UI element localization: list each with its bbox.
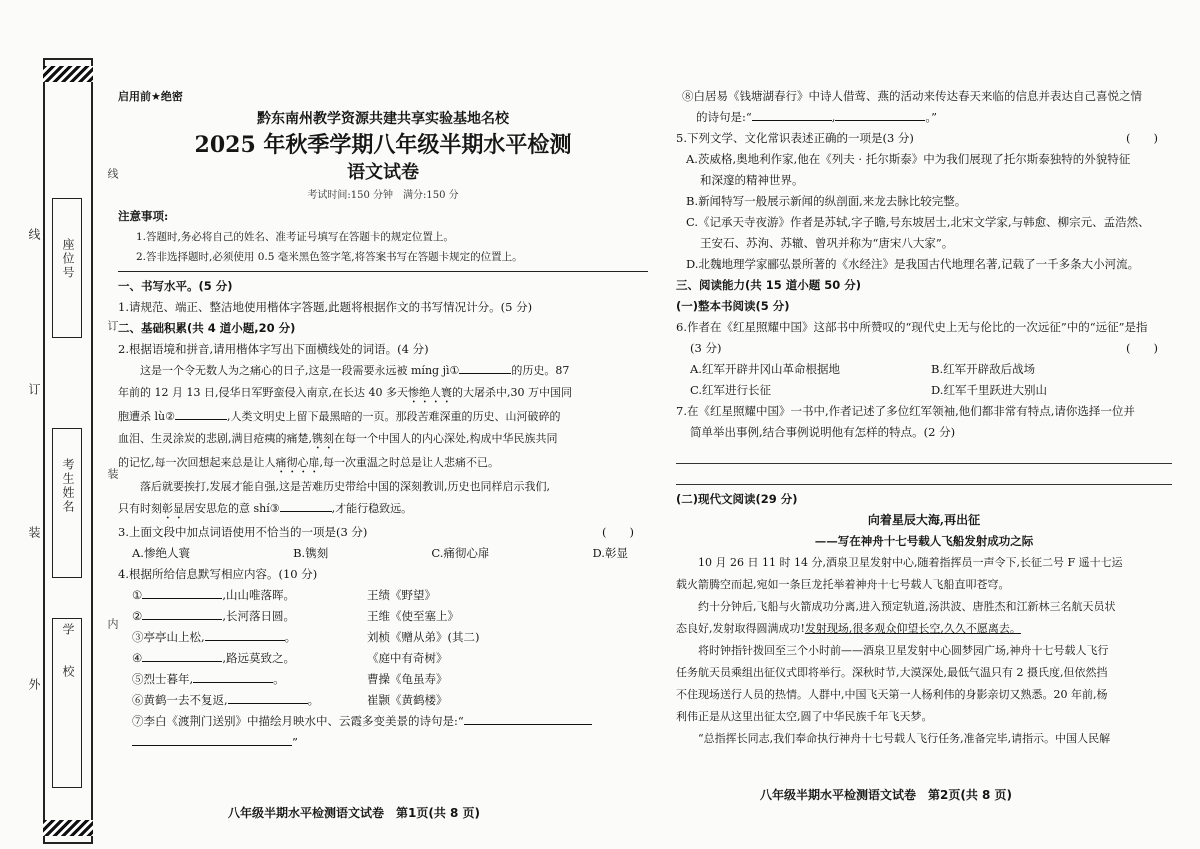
question-1: 1.请规范、端正、整洁地使用楷体字答题,此题将根据作文的书写情况计分。(5 分) — [118, 300, 533, 314]
option-b[interactable]: B.镌刻 — [293, 546, 329, 560]
passage-line: 落后就要挨打,发展才能自强,这是苦难历史带给中国的深刻教训,历史也同样启示我们, — [140, 480, 550, 493]
poem-prefix: ③亭亭山上松, — [132, 630, 205, 644]
answer-bracket[interactable]: ( ) — [1126, 131, 1158, 145]
poem-blank[interactable] — [193, 669, 273, 683]
passage-text: ,才能行稳致远。 — [331, 502, 413, 515]
poem-blank[interactable] — [142, 606, 222, 620]
zhuang-mark: 装 — [27, 526, 41, 540]
exam-title: 2025 年秋季学期八年级半期水平检测 — [194, 132, 572, 158]
subsection-1-heading: (一)整本书阅读(5 分) — [676, 299, 790, 313]
passage-text: 年前的 12 月 13 日,侵华日军野蛮侵入南京,在长达 40 多天 — [118, 386, 408, 399]
poem-source: 王绩《野望》 — [367, 588, 436, 602]
exam-info: 考试时间:150 分钟 满分:150 分 — [307, 190, 459, 201]
passage-text: 在每一个中国人的内心深处,构成中华民族共同 — [334, 432, 558, 445]
page-2 — [676, 86, 1172, 750]
question-6-cont — [676, 338, 1172, 359]
poem-row — [118, 690, 648, 711]
question-3-options — [118, 543, 648, 564]
page-1-footer: 八年级半期水平检测语文试卷 第1页(共 8 页) — [228, 806, 481, 820]
poem-8-comma: , — [831, 110, 836, 124]
question-5-text: 5.下列文学、文化常识表述正确的一项是(3 分) — [676, 131, 914, 145]
note-item: 1.答题时,务必将自己的姓名、准考证号填写在答题卡的规定位置上。 — [136, 231, 454, 243]
poem-blank[interactable] — [228, 690, 308, 704]
option-a[interactable]: A.惨绝人寰 — [132, 546, 190, 560]
dotted-word-c: 痛彻心扉 — [275, 456, 320, 469]
option-b[interactable]: B.红军开辟敌后战场 — [931, 362, 1036, 376]
poem-7-close: ” — [292, 735, 298, 749]
school-label: 学 校 — [61, 623, 75, 679]
poem-prefix: ① — [132, 588, 143, 602]
article-line: 将时钟指针拨回至三个小时前——酒泉卫星发射中心圆梦园广场,神舟十七号载人飞行 — [698, 644, 1109, 657]
question-6-score: (3 分) — [690, 341, 722, 355]
poem-blank[interactable] — [835, 107, 925, 121]
poem-8-close: 。” — [925, 110, 938, 124]
inner-nei-mark: 内 — [106, 618, 119, 629]
dotted-word-d: 彰显 — [162, 502, 184, 515]
poem-item-7 — [118, 711, 648, 732]
article-line: 利伟正是从这里出征太空,圆了中华民族千年飞天梦。 — [676, 710, 933, 723]
option-c[interactable]: C.《记承天寺夜游》作者是苏轼,字子瞻,号东坡居士,北宋文学家,与韩愈、柳宗元、孟浩然、 — [686, 215, 1150, 229]
passage-text: 这是一个令无数人为之痛心的日子,这是一段需要永远被 míng jì① — [140, 364, 460, 377]
article-line: 不住现场送行人员的热情。人群中,中国飞天第一人杨利伟的身影亲切又熟悉。20 年前,杨 — [676, 688, 1108, 701]
passage-line — [118, 382, 648, 406]
article-line: 10 月 26 日 11 时 14 分,酒泉卫星发射中心,随着指挥员一声令下,长征二号 F 遥十七运 — [698, 556, 1123, 569]
note-item: 2.答非选择题时,必须使用 0.5 毫米黑色签字笔,将答案书写在答题卡规定的位置上。 — [136, 251, 523, 263]
inner-zhuang-mark: 装 — [106, 468, 119, 479]
answer-bracket[interactable]: ( ) — [602, 525, 634, 539]
option-c-cont: 王安石、苏洵、苏辙、曾巩并称为“唐宋八大家”。 — [700, 236, 954, 250]
article-line: 任务航天员乘组出征仪式即将举行。深秋时节,大漠深处,最低气温只有 2 摄氏度,但依然挡 — [676, 666, 1108, 679]
poem-8-text: 的诗句是:“ — [696, 110, 752, 124]
article-line: 约十分钟后,飞船与火箭成功分离,进入预定轨道,汤洪波、唐胜杰和江新林三名航天员状 — [698, 600, 1116, 613]
passage-text: 只有时刻 — [118, 502, 162, 515]
ding-mark: 订 — [27, 383, 41, 397]
passage-line — [118, 428, 648, 452]
poem-blank[interactable] — [205, 627, 285, 641]
binding-strip — [27, 58, 100, 844]
option-c[interactable]: C.红军进行长征 — [690, 383, 772, 397]
poem-item-8-cont — [676, 107, 1172, 128]
line-mark: 线 — [27, 228, 41, 242]
poem-blank[interactable] — [142, 585, 222, 599]
poem-blank[interactable] — [752, 107, 832, 121]
dotted-word-b: 镌刻 — [312, 432, 334, 445]
passage-text: 的历史。87 — [511, 364, 570, 377]
passage-text: 的大屠杀中,30 万中国同 — [451, 386, 572, 399]
poem-row — [118, 585, 648, 606]
exam-subtitle: 语文试卷 — [347, 162, 419, 183]
poem-source: 崔颢《黄鹤楼》 — [367, 693, 448, 707]
passage-line — [118, 406, 648, 428]
answer-bracket[interactable]: ( ) — [1126, 341, 1158, 355]
option-d[interactable]: D.红军千里跃进大别山 — [931, 383, 1047, 397]
passage-text: 居安思危的意 shí③ — [184, 502, 280, 515]
poem-source: 王维《使至塞上》 — [367, 609, 459, 623]
question-7-cont: 简单举出事例,结合事例说明他有怎样的特点。(2 分) — [690, 425, 956, 439]
question-5 — [676, 128, 1172, 149]
option-c[interactable]: C.痛彻心扉 — [431, 546, 490, 560]
passage-text: ,人类文明史上留下最黑暗的一页。那段苦难深重的历史、山河破碎的 — [226, 410, 561, 423]
page-1 — [118, 86, 648, 753]
article-line — [676, 618, 1172, 640]
passage-text: 的记忆,每一次回想起来总是让人 — [118, 456, 276, 469]
seat-number-label: 座位号 — [61, 238, 75, 280]
passage-text: ,每一次重温之时总是让人悲痛不已。 — [319, 456, 499, 469]
poem-suffix: ,长河落日圆。 — [222, 609, 295, 623]
question-6-options — [676, 359, 1172, 401]
blank-1[interactable] — [459, 360, 511, 374]
answer-line[interactable] — [676, 464, 1172, 485]
article-line: 载火箭腾空而起,宛如一条巨龙托举着神舟十七号载人飞船直叩苍穹。 — [676, 578, 1010, 591]
poem-suffix: 。 — [307, 693, 320, 707]
article-subtitle: ——写在神舟十七号载人飞船发射成功之际 — [814, 534, 1034, 548]
question-4: 4.根据所给信息默写相应内容。(10 分) — [118, 567, 318, 581]
poem-7-text: ⑦李白《渡荆门送别》中描绘月映水中、云霞多变美景的诗句是:“ — [132, 714, 464, 728]
poem-row — [118, 627, 648, 648]
passage-line — [118, 360, 648, 382]
option-a-cont: 和深邃的精神世界。 — [700, 173, 804, 187]
poem-source: 《庭中有奇树》 — [367, 651, 448, 665]
article-text: 态良好,发射取得圆满成功! — [676, 622, 805, 635]
poem-prefix: ⑤烈士暮年, — [132, 672, 194, 686]
poem-source: 曹操《龟虽寿》 — [367, 672, 448, 686]
option-d[interactable]: D.彰显 — [592, 546, 628, 560]
divider — [118, 271, 648, 272]
question-3 — [118, 522, 648, 543]
poem-row — [118, 648, 648, 669]
poem-prefix: ② — [132, 609, 143, 623]
inner-line-mark: 线 — [106, 168, 119, 179]
poem-blank[interactable] — [132, 732, 292, 746]
hatch-decoration — [43, 820, 93, 836]
poem-blank[interactable] — [464, 711, 592, 725]
blank-2[interactable] — [175, 406, 227, 420]
question-2: 2.根据语境和拼音,请用楷体字写出下面横线处的词语。(4 分) — [118, 342, 429, 356]
confidential-mark: 启用前★绝密 — [118, 90, 183, 103]
school-name: 黔东南州教学资源共建共享实验基地名校 — [257, 111, 509, 127]
poem-item-8: ⑧白居易《钱塘湖春行》中诗人借莺、燕的活动来传达春天来临的信息并表达自己喜悦之情 — [682, 89, 1142, 103]
section-3-heading: 三、阅读能力(共 15 道小题 50 分) — [676, 278, 862, 292]
question-7: 7.在《红星照耀中国》一书中,作者记述了多位红军领袖,他们都非常有特点,请你选择一位并 — [676, 404, 1135, 418]
poem-suffix: 。 — [284, 630, 297, 644]
inner-ding-mark: 订 — [106, 320, 119, 331]
hatch-decoration — [43, 66, 93, 82]
poem-prefix: ④ — [132, 651, 143, 665]
article-title: 向着星辰大海,再出征 — [867, 513, 981, 527]
option-a[interactable]: A.红军开辟井冈山革命根据地 — [690, 362, 840, 376]
option-b[interactable]: B.新闻特写一般展示新闻的纵剖面,来龙去脉比较完整。 — [686, 194, 967, 208]
blank-3[interactable] — [280, 498, 332, 512]
section-1-heading: 一、书写水平。(5 分) — [118, 279, 233, 293]
answer-line[interactable] — [676, 443, 1172, 464]
poem-source: 刘桢《赠从弟》(其二) — [367, 630, 480, 644]
option-d[interactable]: D.北魏地理学家郦弘景所著的《水经注》是我国古代地理名著,记载了一千多条大小河流。 — [686, 257, 1140, 271]
page-2-footer: 八年级半期水平检测语文试卷 第2页(共 8 页) — [760, 788, 1013, 802]
underlined-sentence: 发射现场,很多观众仰望长空,久久不愿离去。 — [804, 622, 1021, 635]
name-label: 考生姓名 — [61, 458, 75, 514]
poem-row — [118, 669, 648, 690]
subsection-2-heading: (二)现代文阅读(29 分) — [676, 492, 798, 506]
passage-line — [118, 452, 648, 476]
poem-blank[interactable] — [142, 648, 222, 662]
section-2-heading: 二、基础积累(共 4 道小题,20 分) — [118, 321, 296, 335]
notes-heading: 注意事项: — [118, 209, 169, 223]
passage-text: 胞遭杀 lù② — [118, 410, 175, 423]
option-a[interactable]: A.茨威格,奥地利作家,他在《列夫 · 托尔斯泰》中为我们展现了托尔斯泰独特的外貌特征 — [686, 152, 1131, 166]
poem-row — [118, 606, 648, 627]
question-6: 6.作者在《红星照耀中国》这部书中所赞叹的“现代史上无与伦比的一次远征”中的“远征”是指 — [676, 320, 1148, 334]
poem-item-7-cont — [118, 732, 648, 753]
poem-suffix: ,路远莫致之。 — [222, 651, 295, 665]
poem-prefix: ⑥黄鹤一去不复返, — [132, 693, 228, 707]
wai-mark: 外 — [27, 678, 41, 692]
passage-line — [118, 498, 648, 522]
poem-suffix: 。 — [273, 672, 285, 686]
passage-text: 血泪、生灵涂炭的悲剧,满目疮痍的痛楚, — [118, 432, 312, 445]
dotted-word-a: 惨绝人寰 — [407, 386, 452, 399]
poem-suffix: ,山山唯落晖。 — [222, 588, 295, 602]
question-3-text: 3.上面文段中加点词语使用不恰当的一项是(3 分) — [118, 525, 368, 539]
article-line: “总指挥长同志,我们奉命执行神舟十七号载人飞行任务,准备完毕,请指示。中国人民解 — [698, 732, 1111, 745]
